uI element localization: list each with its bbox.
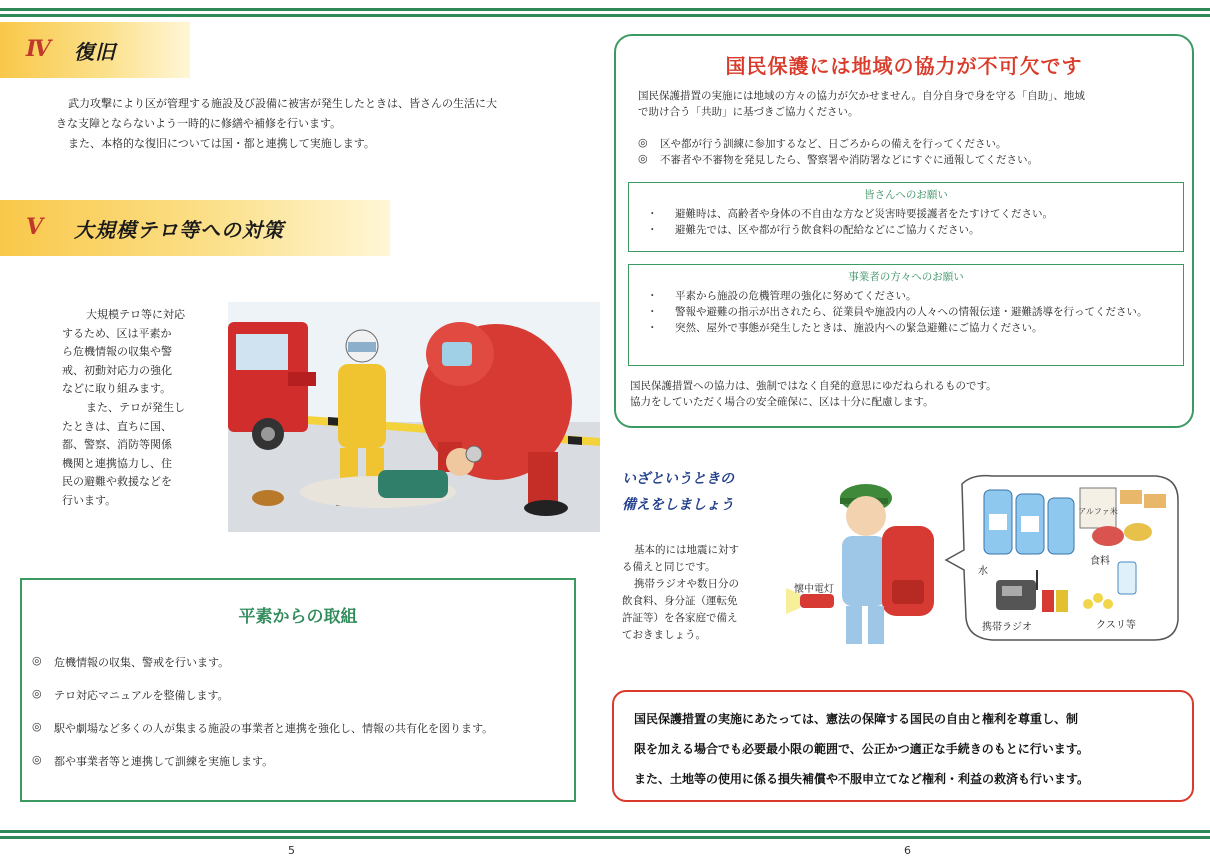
double-circle-icon: ◎ [32,654,42,667]
preparedness-title [622,466,734,518]
dot-icon: ・ [647,224,658,236]
double-circle-icon: ◎ [638,152,648,165]
food-can-text: アルファ米 [1078,507,1118,516]
cooperation-bullet [638,136,1007,151]
business-request-title: 事業者の方々へのお願い [848,271,964,283]
double-circle-icon: ◎ [638,136,648,149]
s5-line: ら危機情報の収集や警 [62,345,172,359]
prep-line: 基本的には地震に対す [634,544,739,556]
list-item [32,753,493,786]
bottom-rule [0,830,1210,839]
section-4-line-1: 武力攻撃により区が管理する施設及び設備に被害が発生したときは、皆さんの生活に大 [68,97,497,110]
s5-line: 大規模テロ等に対応 [86,308,185,321]
page-number-right: 6 [904,844,911,857]
label-water: 水 [978,566,988,577]
dot-icon: ・ [647,322,658,334]
prep-title-line: 備えをしましょう [622,497,734,513]
community-cooperation-box [614,34,1194,428]
list-item-text: 突然、屋外で事態が発生したときは、施設内への緊急避難にご協力ください。 [675,322,1043,334]
cooperation-bullet [638,152,1038,167]
prep-title-line: いざというときの [622,471,734,487]
s5-line: 都、警察、消防等関係 [62,438,172,452]
list-item-text: 駅や劇場など多くの人が集まる施設の事業者と連携を強化し、情報の共有化を図ります。 [54,722,494,735]
rights-line: また、土地等の使用に係る損失補償や不服申立てなど権利・利益の救済も行います。 [634,772,1090,786]
rights-line: 国民保護措置の実施にあたっては、憲法の保障する国民の自由と権利を尊重し、制 [634,712,1079,726]
section-4-roman: Ⅳ [26,36,51,62]
section-4-title: 復旧 [74,40,116,64]
s5-line: 行います。 [62,493,117,507]
list-item [647,304,1183,320]
list-item [647,320,1183,336]
list-item [32,654,493,687]
s5-line: 機関と連携協力し、住 [62,456,172,470]
dot-icon: ・ [647,290,658,302]
foot-line: 協力をしていただく場合の安全確保に、区は十分に配慮します。 [630,396,934,408]
double-circle-icon: ◎ [32,720,42,733]
s5-line: 民の避難や救援などを [62,475,172,489]
prep-line: 許証等）を各家庭で備え [622,612,738,624]
daily-measures-box [20,578,576,802]
s5-line: たときは、直ちに国、 [62,419,172,433]
list-item-text: 都や事業者等と連携して訓練を実施します。 [54,755,274,768]
emergency-kit-illustration [786,470,1182,646]
daily-measures-list [32,654,493,786]
list-item [647,288,1183,304]
daily-measures-title: 平素からの取組 [238,607,358,627]
intro-line: で助け合う「共助」に基づきご協力ください。 [638,106,859,118]
list-item-text: 危機情報の収集、警戒を行います。 [54,656,230,669]
list-item-text: 警報や避難の指示が出されたら、従業員や施設内の人々への情報伝達・避難誘導を行ってください。 [675,306,1148,318]
double-circle-icon: ◎ [32,687,42,700]
section-4-line-3: また、本格的な復旧については国・都と連携して実施します。 [68,137,375,150]
s5-line: 戒、初動対応力の強化 [62,363,172,377]
bullet-text: 不審者や不審物を発見したら、警察署や消防署などにすぐに通報してください。 [660,154,1038,166]
list-item-text: 平素から施設の危機管理の強化に努めてください。 [675,290,917,302]
list-item-text: 避難先では、区や都が行う飲食料の配給などにご協力ください。 [675,224,980,236]
page-number-left: 5 [288,844,295,857]
label-flashlight: 懐中電灯 [794,584,834,595]
residents-request-title: 皆さんへのお願い [864,189,948,201]
label-food: 食料 [1090,556,1110,567]
list-item-text: 避難時は、高齢者や身体の不自由な方など災害時要援護者をたすけてください。 [675,208,1053,220]
section-5-roman: Ⅴ [26,214,44,240]
s5-line: また、テロが発生し [86,400,185,414]
dot-icon: ・ [647,306,658,318]
bullet-text: 区や都が行う訓練に参加するなど、日ごろからの備えを行ってください。 [660,138,1007,150]
s5-line: などに取り組みます。 [62,382,172,396]
label-medicine: クスリ等 [1096,620,1136,631]
rights-notice-box [612,690,1194,802]
list-item [32,687,493,720]
top-rule [0,8,1210,17]
business-request-box [628,264,1184,366]
cooperation-intro [638,88,1178,120]
section-5-header [0,200,390,256]
dot-icon: ・ [647,208,658,220]
prep-line: ておきましょう。 [622,629,706,641]
section-5-body [62,306,222,511]
terror-response-illustration [228,302,600,532]
preparedness-text [622,542,772,644]
label-radio: 携帯ラジオ [982,622,1032,633]
residents-request-box [628,182,1184,252]
prep-line: 飲食料、身分証（運転免 [622,595,738,607]
s5-line: するため、区は平素か [62,326,172,340]
rights-line: 限を加える場合でも必要最小限の範囲で、公正かつ適正な手続きのもとに行います。 [634,742,1089,756]
section-4-header [0,22,190,78]
list-item [647,222,1183,238]
section-5-title: 大規模テロ等への対策 [74,218,284,242]
prep-line: る備えと同じです。 [622,561,716,573]
cooperation-title: 国民保護には地域の協力が不可欠です [725,54,1083,78]
list-item [32,720,493,753]
section-4-line-2: きな支障とならないよう一時的に修繕や補修を行います。 [56,117,342,130]
prep-line: 携帯ラジオや数日分の [634,578,739,590]
list-item-text: テロ対応マニュアルを整備します。 [54,689,229,702]
cooperation-footnote [630,378,1180,410]
list-item [647,206,1183,222]
intro-line: 国民保護措置の実施には地域の方々の協力が欠かせません。自分自身で身を守る「自助」、地域 [638,90,1085,102]
double-circle-icon: ◎ [32,753,42,766]
foot-line: 国民保護措置への協力は、強制ではなく自発的意思にゆだねられるものです。 [630,380,997,392]
